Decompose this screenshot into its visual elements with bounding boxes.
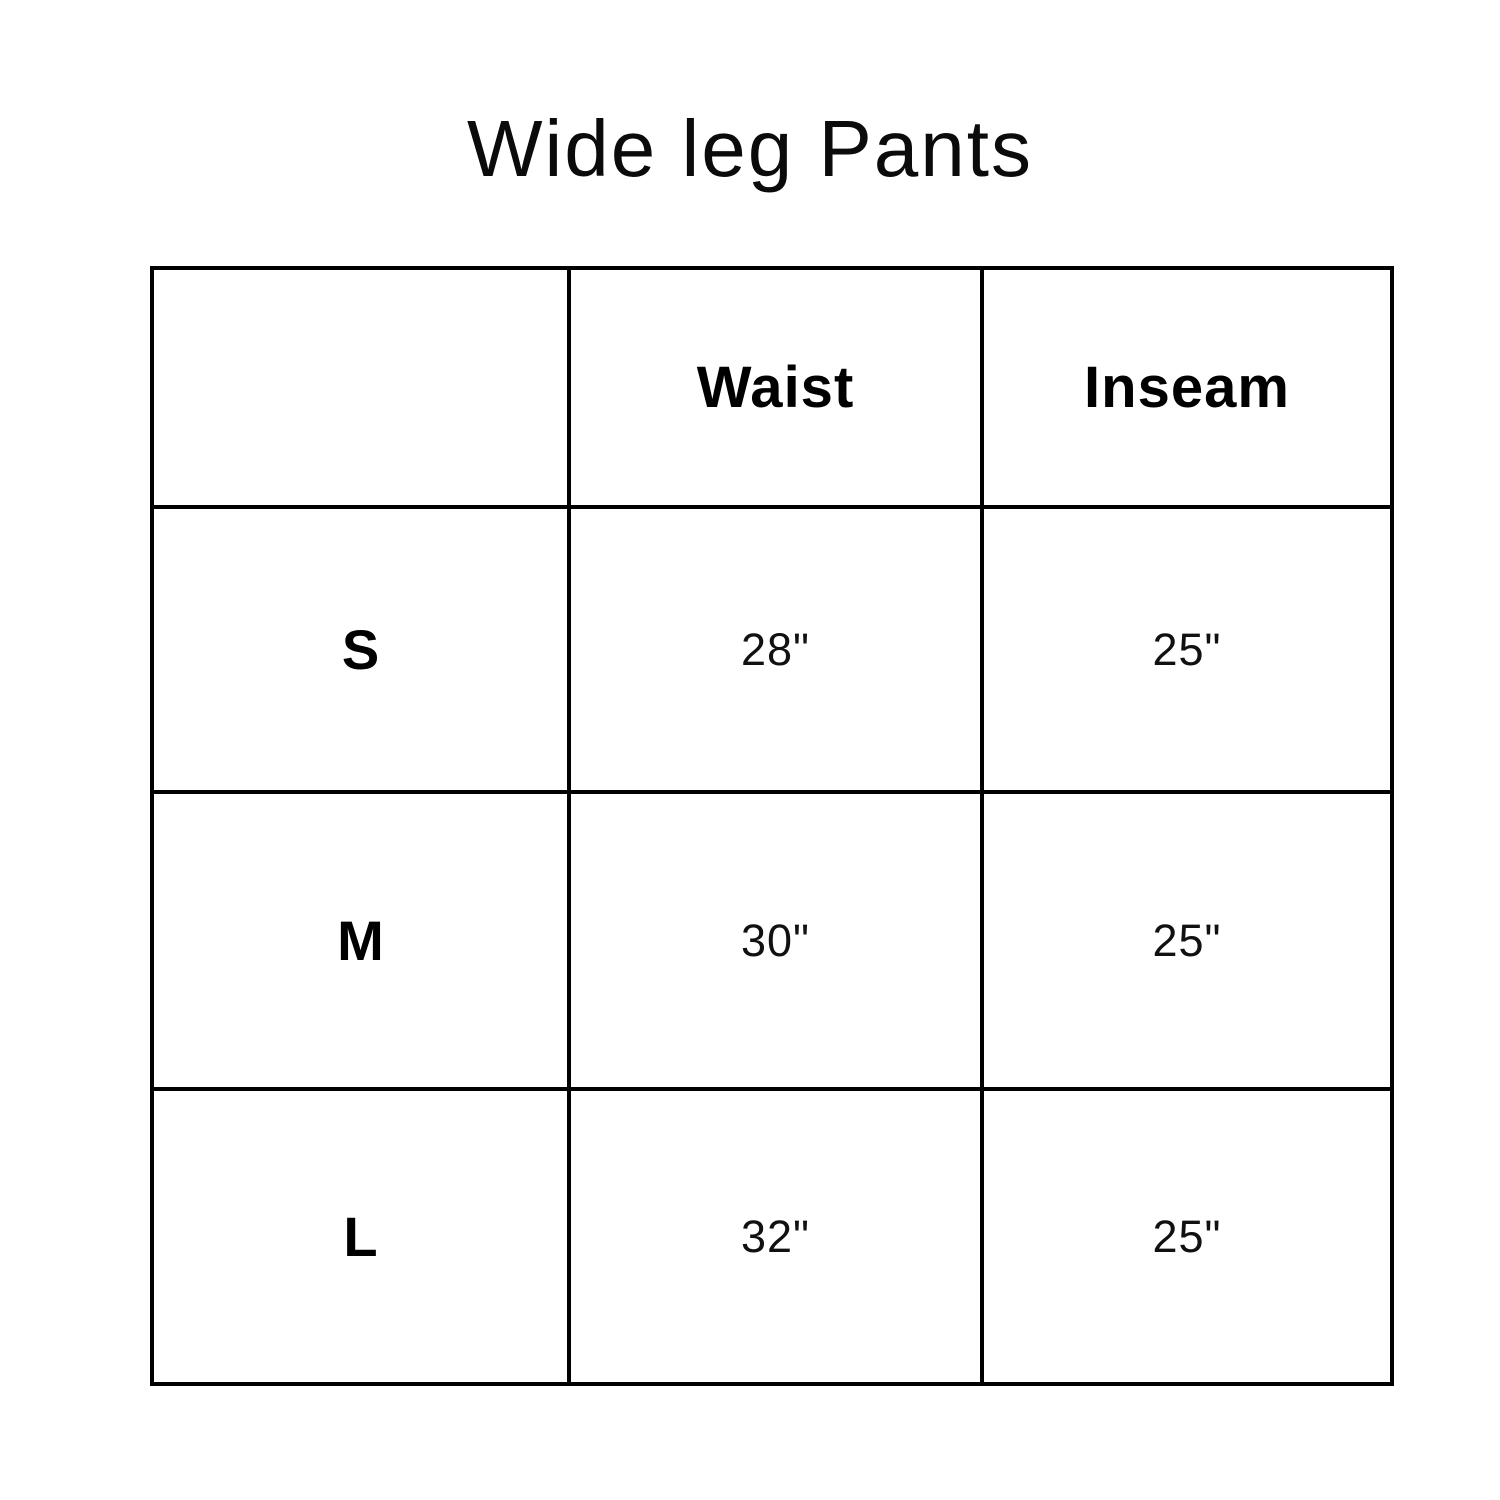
header-empty-cell (152, 268, 569, 507)
header-waist: Waist (569, 268, 982, 507)
size-label-l: L (152, 1089, 569, 1384)
table-row-l (152, 1089, 1392, 1384)
inseam-value-m: 25" (982, 792, 1392, 1089)
inseam-value-s: 25" (982, 507, 1392, 792)
waist-value-m: 30" (569, 792, 982, 1089)
size-label-s: S (152, 507, 569, 792)
table-row-s (152, 507, 1392, 792)
size-label-m: M (152, 792, 569, 1089)
size-chart-table (150, 266, 1394, 1386)
header-inseam: Inseam (982, 268, 1392, 507)
inseam-value-l: 25" (982, 1089, 1392, 1384)
waist-value-s: 28" (569, 507, 982, 792)
waist-value-l: 32" (569, 1089, 982, 1384)
table-header-row (152, 268, 1392, 507)
table-row-m (152, 792, 1392, 1089)
page-title: Wide leg Pants (466, 104, 1034, 193)
